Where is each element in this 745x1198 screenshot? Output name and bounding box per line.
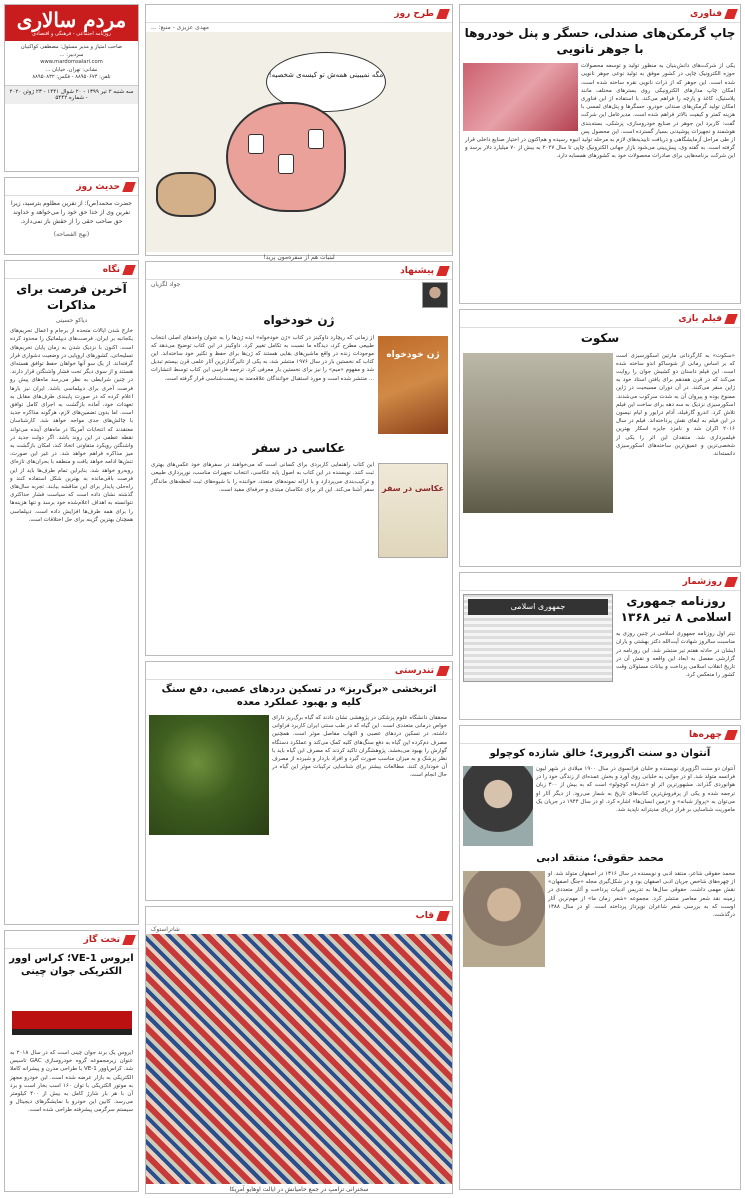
- hadith-box: [4, 177, 139, 255]
- paper-tagline: روزنامه اجتماعی - فرهنگی و اقتصادی: [32, 31, 111, 37]
- section-label: فیلم بازی: [678, 313, 722, 324]
- tech-article[interactable]: [459, 4, 741, 304]
- person-body: آنتوان دو سنت اگزوپری نویسنده و خلبان فرانسوی در سال ۱۹۰۰ میلادی در شهر لیون فرانسه متولد شد. او در جوانی به خلبانی روی آورد و بخش عمده‌ای از زندگی خود را در هوانوردی گذراند. مشهورترین اثر او «شازده کوچولو» است که به بیش از ۳۰۰ زبان ترجمه شده و یکی از پرفروش‌ترین کتاب‌های تاریخ به شمار می‌رود. از دیگر آثار او می‌توان به «پرواز شبانه» و «زمین انسان‌ها» اشاره کرد. او در سال ۱۹۴۴ در جریان یک ماموریت شناسایی بر فراز دریای مدیترانه ناپدید شد.: [536, 766, 735, 814]
- section-tag: [460, 573, 740, 591]
- film-still-image: [463, 353, 613, 513]
- photo-credit: شاتراستوک: [151, 926, 180, 933]
- article-body: تیتر اول روزنامه جمهوری اسلامی در چنین روزی به مناسبت سالروز شهادت آیت‌الله دکتر بهشتی و یاران ایشان در حادثه هفتم تیر منتشر شد. این روزنامه در گزارشی مفصل به ابعاد این واقعه و نقش آن در تاریخ انقلاب اسلامی پرداخت و بیانات مسئولان وقت کشور را منعکس کرد.: [616, 631, 735, 679]
- section-marker: [122, 182, 136, 192]
- book-cover-dna: ژن خودخواه: [378, 336, 448, 434]
- book1-headline[interactable]: ژن خودخواه: [263, 313, 335, 327]
- section-label: طرح روز: [394, 8, 434, 19]
- book2-headline[interactable]: عکاسی در سفر: [252, 440, 346, 455]
- speech-bubble: مگه نمیبینی همه‌ش تو کیسه‌ی شخصیه!: [266, 52, 386, 112]
- film-article[interactable]: [459, 309, 741, 567]
- photo-frame-box[interactable]: [145, 906, 453, 1194]
- section-marker: [436, 9, 450, 19]
- books-author: جواد لگزیان: [151, 281, 181, 288]
- editorial-headline[interactable]: آخرین فرصت برای مذاکرات: [16, 282, 127, 312]
- article-headline[interactable]: اثربخشی «برگ‌ریز» در تسکین دردهای عصبی، دفع سنگ کلیه و بهبود عملکرد معده: [161, 684, 437, 708]
- newspaper-masthead: جمهوری اسلامی: [468, 599, 608, 615]
- article-body: «سکوت» به کارگردانی مارتین اسکورسیزی است که بر اساس رمانی از شوساکو اندو ساخته شده است. این فیلم داستان دو کشیش جوان را روایت می‌کند که در قرن هفدهم برای یافتن استاد خود به ژاپن سفر می‌کنند. در آن دوران مسیحیت در ژاپن ممنوع بوده و پیروان آن به شدت سرکوب می‌شدند. اسکورسیزی نزدیک به سه دهه برای ساخت این فیلم تلاش کرد. اندرو گارفیلد، آدام درایور و لیام نیسون در این فیلم به ایفای نقش پرداخته‌اند. فیلم در سال ۲۰۱۶ اکران شد و نامزد جایزه اسکار بهترین فیلمبرداری شد. منتقدان این اثر را یکی از شخصی‌ترین و عمیق‌ترین ساخته‌های اسکورسیزی دانسته‌اند.: [616, 352, 735, 458]
- section-tag: [5, 931, 138, 949]
- section-marker: [436, 911, 450, 921]
- section-label: چهره‌ها: [689, 729, 722, 740]
- cartoon-box[interactable]: [145, 4, 453, 261]
- editorial-box[interactable]: [4, 260, 139, 925]
- section-marker: [724, 314, 738, 324]
- editorial-author: دیاکو حسینی: [55, 317, 88, 325]
- newspaper-image: [463, 594, 613, 682]
- book2-body: این کتاب راهنمایی کاربردی برای کسانی است که می‌خواهند در سفرهای خود عکس‌های بهتری ثبت کنند. نویسنده در این کتاب به اصول پایه عکاسی، انتخاب تجهیزات مناسب، نورپردازی طبیعی و ترکیب‌بندی می‌پردازد و با ارائه نمونه‌های متعدد، خواننده را با شیوه‌های ثبت لحظه‌های ماندگار سفر آشنا می‌کند. این اثر برای عکاسان مبتدی و حرفه‌ای مفید است.: [151, 462, 374, 493]
- section-tag: [460, 5, 740, 23]
- health-box[interactable]: [145, 661, 453, 901]
- article-body: یکی از شرکت‌های دانش‌بنیان به منظور تولید و توسعه محصولات حوزه الکترونیک چاپی در کشور موفق به تولید نوعی جوهر نانویی شده است. این جوهر که از ذرات نانویی نقره ساخته شده است، امکان چاپ مدارهای الکترونیکی روی بسترهای مختلف مانند پلاستیک، کاغذ و پارچه را فراهم می‌کند. با استفاده از این فناوری امکان تولید گرمکن‌های صندلی خودرو، حسگرها و پنل‌های لمسی با هزینه کمتر و کیفیت بالاتر فراهم شده است. مدیرعامل این شرکت گفت: کاربرد این جوهر در صنایع خودروسازی، پزشکی، بسته‌بندی هوشمند و تجهیزات پوشیدنی بسیار گسترده است. این محصول پس از طی مراحل آزمایشگاهی و دریافت تاییدیه‌های لازم به مرحله تولید انبوه رسیده و هم‌اکنون در اختیار صنایع داخلی قرار گرفته است. به گفته وی، پیش‌بینی می‌شود بازار جهانی الکترونیک چاپی تا سال ۲۰۲۷ به بیش از ۷۰ میلیارد دلار برسد و این شرکت برنامه‌هایی برای صادرات محصولات خود به کشورهای همسایه دارد.: [465, 63, 735, 160]
- masthead-banner: [5, 5, 138, 41]
- cartoon-image: [146, 32, 452, 252]
- cow-spot: [278, 154, 294, 174]
- car-image: [12, 984, 132, 1044]
- article-headline[interactable]: روزنامه جمهوری اسلامی ۸ تیر ۱۳۶۸: [620, 594, 732, 624]
- cow-spot: [308, 129, 324, 149]
- car-body: ایروس یک برند جوان چینی است که در سال ۲۰۱۸ به عنوان زیرمجموعه گروه خودروسازی GAC تاسیس شد. کراس‌اوور VE-1 با طراحی مدرن و پیشرانه کاملا الکتریکی به بازار عرضه شده است. این خودرو مجهز به موتور الکتریکی با توان ۱۶۰ اسب بخار است و برد آن با هر بار شارژ کامل به بیش از ۴۰۰ کیلومتر می‌رسد. کابین این خودرو با نمایشگرهای دیجیتال و سیستم سرگرمی پیشرفته طراحی شده است.: [10, 1050, 133, 1114]
- section-label: حدیث روز: [76, 181, 120, 192]
- section-marker: [436, 666, 450, 676]
- article-body: محققان دانشگاه علوم پزشکی در پژوهشی نشان دادند که گیاه برگ‌ریز دارای خواص درمانی متعددی است. این گیاه که در طب سنتی ایران کاربرد فراوانی داشته، در تسکین دردهای عصبی و التهاب مفاصل موثر است. همچنین مصرف دم‌کرده این گیاه به دفع سنگ‌های کلیه کمک می‌کند و عملکرد دستگاه گوارش را بهبود می‌بخشد. پژوهشگران تاکید کردند که مصرف این گیاه باید با نظر پزشک و به میزان مناسب صورت گیرد و افراد باردار و شیرده از مصرف آن خودداری کنند. مطالعات بیشتر برای شناسایی ترکیبات موثر این گیاه در حال انجام است.: [272, 715, 447, 779]
- info-line: صاحب امتیاز و مدیر مسئول: مصطفی کواکبیان: [20, 44, 123, 50]
- website-link[interactable]: www.mardomsalari.com: [40, 59, 103, 65]
- left-column: [4, 4, 139, 1194]
- section-label: تخت گاز: [83, 934, 120, 945]
- car-box[interactable]: [4, 930, 139, 1192]
- section-marker: [436, 266, 450, 276]
- cartoon-caption: لبنیات هم از سفره‌مون پرید!: [263, 254, 335, 261]
- faces-article[interactable]: [459, 725, 741, 1190]
- section-label: قاب: [415, 910, 434, 921]
- info-line: سردبیر: ...: [59, 51, 84, 58]
- section-tag: [5, 178, 138, 196]
- right-column: [459, 4, 741, 1194]
- paper-name: مردم سالاری: [16, 8, 127, 32]
- article-headline[interactable]: چاپ گرمکن‌های صندلی، حسگر و پنل خودروها با جوهر نانویی: [464, 26, 736, 56]
- section-label: تندرستی: [394, 665, 434, 676]
- portrait-image: [463, 871, 545, 967]
- section-tag: [5, 261, 138, 279]
- editorial-body: خارج شدن ایالات متحده از برجام و اعمال تحریم‌های یکجانبه بر ایران، فرصت‌های دیپلماتیک را محدود کرده است. اکنون با نزدیک شدن به زمان پایان تحریم‌های تسلیحاتی، کشورهای اروپایی در وضعیت دشواری قرار گرفته‌اند. از یک سو آنها خواهان حفظ توافق هسته‌ای هستند و از سوی دیگر تحت فشار واشنگتن قرار دارند. در چنین شرایطی به نظر می‌رسد ماه‌های پیش رو فرصت آخری برای دیپلماسی باشد. ایران نیز بارها اعلام کرده که در صورت پایبندی طرف‌های مقابل به تعهدات خود، آماده بازگشت به اجرای کامل توافق است. اما بدون تضمین‌های لازم، هرگونه مذاکره جدید با چالش‌های جدی مواجه خواهد شد. کارشناسان معتقدند که انتخابات آمریکا در ماه‌های آینده می‌تواند نقطه عطفی در این روند باشد. اگر دولت جدید در واشنگتن رویکرد متفاوتی اتخاذ کند، امکان بازگشت به میز مذاکره فراهم خواهد شد. در غیر این صورت، تنش‌ها ادامه خواهد یافت و منطقه با بحران‌های تازه‌ای روبه‌رو خواهد شد. بنابراین تمام طرف‌ها باید از این فرصت باقی‌مانده به بهترین شکل استفاده کنند و راه‌حلی پایدار برای این مناقشه بیابند. تجربه سال‌های گذشته نشان داده است که سیاست فشار حداکثری نتوانسته به اهداف اعلام‌شده خود برسد و تنها هزینه‌ها را برای همه طرف‌ها افزایش داده است. دیپلماسی همچنان بهترین گزینه برای حل اختلافات است.: [10, 328, 133, 523]
- section-marker: [122, 935, 136, 945]
- section-tag: [146, 662, 452, 680]
- masthead-info: [5, 41, 138, 85]
- section-marker: [724, 730, 738, 740]
- section-tag: [146, 5, 452, 23]
- person-body: محمد حقوقی شاعر، منتقد ادبی و نویسنده در سال ۱۳۱۶ در اصفهان متولد شد. او از چهره‌های شاخص جریان ادبی اصفهان بود و در شکل‌گیری مجله «جنگ اصفهان» نقش مهمی داشت. حقوقی سال‌ها به تدریس ادبیات پرداخت و آثار متعددی در زمینه نقد شعر معاصر منتشر کرد. مجموعه «شعر زمان ما» از مهم‌ترین آثار اوست که به بررسی شعر شاعران نوپرداز پرداخته است. او در سال ۱۳۸۸ درگذشت.: [548, 871, 735, 919]
- books-box[interactable]: [145, 261, 453, 656]
- photo-caption: سخنرانی ترامپ در جمع حامیانش در ایالت اوهایو آمریکا: [229, 1186, 369, 1193]
- plant-image: [149, 715, 269, 835]
- section-tag: [146, 907, 452, 925]
- article-headline[interactable]: سکوت: [580, 331, 620, 345]
- car-headline[interactable]: ایروس VE-1؛ کراس اوور الکتریکی جوان چینی: [9, 953, 134, 977]
- person-name[interactable]: آنتوان دو سنت اگزوپری؛ خالق شازده کوچولو: [489, 748, 711, 759]
- masthead: [4, 4, 139, 172]
- author-avatar: [422, 282, 448, 308]
- section-label: پیشنهاد: [400, 265, 434, 276]
- section-marker: [724, 577, 738, 587]
- section-label: فناوری: [690, 8, 722, 19]
- section-tag: [460, 310, 740, 328]
- person-name[interactable]: محمد حقوقی؛ منتقد ادبی: [536, 853, 664, 864]
- crowd-photo: [146, 934, 452, 1184]
- history-article[interactable]: [459, 572, 741, 720]
- issue-date: سه شنبه ۲ تیر ۱۳۹۹ - ۲۰ شوال ۱۴۴۱ - ۲۳ ژوئن ۲۰۲۰ - شماره ۵۴۴۲: [5, 85, 138, 104]
- section-tag: [146, 262, 452, 280]
- middle-column: [145, 4, 453, 1194]
- section-tag: [460, 726, 740, 744]
- hadith-source: (نهج الفصاحه): [53, 231, 90, 238]
- book-cover-travel: عکاسی در سفر: [378, 463, 448, 558]
- fat-cow-drawing: [226, 102, 346, 212]
- info-line: نشانی: تهران، خیابان ...: [45, 66, 98, 73]
- section-label: روزشمار: [682, 576, 722, 587]
- chips-image: [463, 63, 578, 131]
- cartoon-author: مهدی عزیزی - منبع: ...: [151, 24, 209, 31]
- portrait-image: [463, 766, 533, 846]
- hadith-text: حضرت محمد(ص): از نفرین مظلوم بترسید، زیرا نفرین وی از خدا حق خود را می‌خواهد و خداوند حق صاحب حقی را از حقش باز نمی‌دارد.: [11, 200, 132, 225]
- cow-spot: [248, 134, 264, 154]
- section-marker: [122, 265, 136, 275]
- thin-cow-drawing: [156, 172, 216, 217]
- info-line: تلفن: ۸۸۹۵۰۶۷۴ - فکس: ۸۸۹۵۰۸۳۲: [32, 74, 111, 80]
- book1-body: از زمانی که ریچارد داوکینز در کتاب «ژن خودخواه» ایده ژن‌ها را به عنوان واحدهای اصلی انتخاب طبیعی مطرح کرد، دیدگاه ما نسبت به تکامل تغییر کرد. داوکینز در این کتاب توضیح می‌دهد که موجودات زنده در واقع ماشین‌های بقایی هستند که ژن‌ها برای حفظ و تکثیر خود ساخته‌اند. این کتاب که نخستین بار در سال ۱۹۷۶ منتشر شد، به یکی از تاثیرگذارترین آثار علمی قرن بیستم تبدیل شد و مفهوم «میم» را نیز برای نخستین بار معرفی کرد. ترجمه فارسی این کتاب توسط انتشارات ... منتشر شده است و مورد استقبال خوانندگان علاقه‌مند به زیست‌شناسی قرار گرفته است.: [151, 334, 374, 382]
- section-label: نگاه: [102, 264, 120, 275]
- section-marker: [724, 9, 738, 19]
